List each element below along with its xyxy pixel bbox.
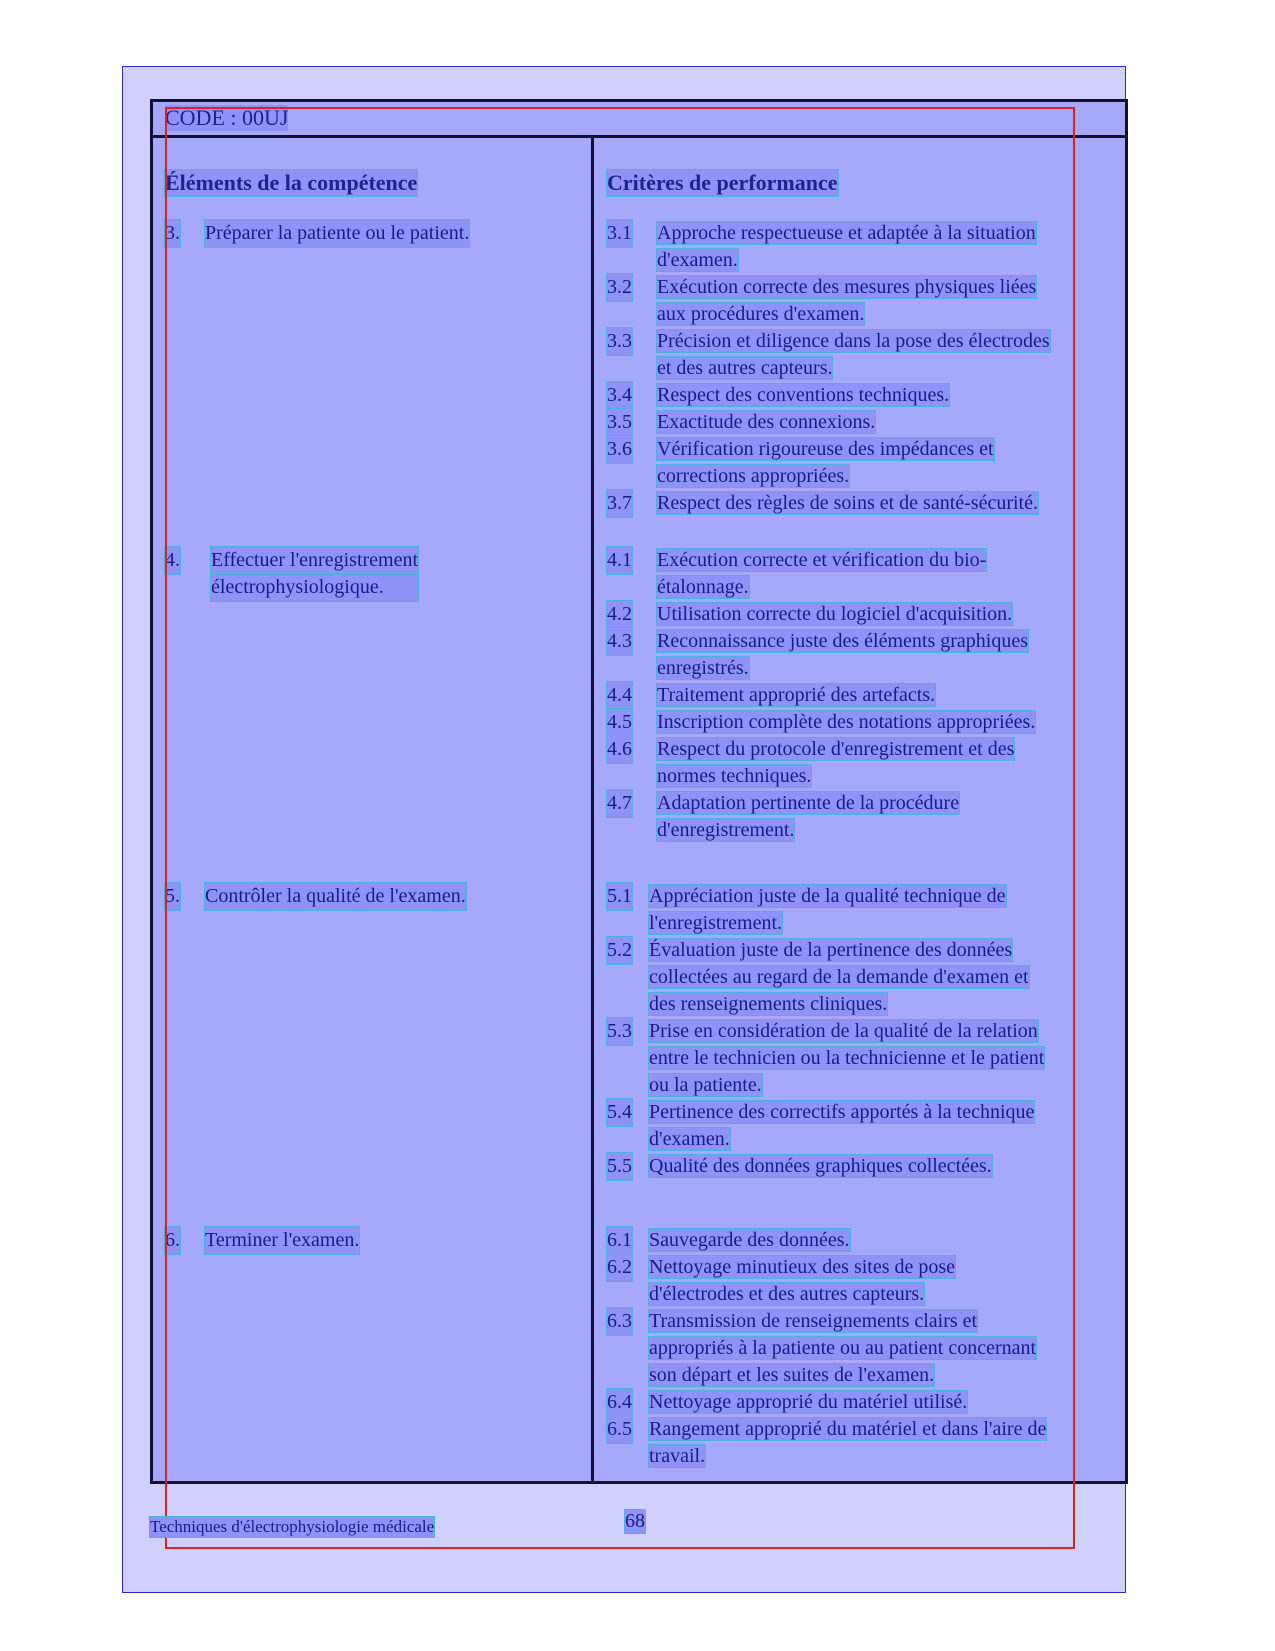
criterion-number: 3.6 (607, 436, 632, 463)
criterion-text: Nettoyage approprié du matériel utilisé. (649, 1391, 968, 1413)
criterion-text: appropriés à la patiente ou au patient concernant (649, 1337, 1037, 1359)
criterion-number: 5.4 (607, 1099, 632, 1126)
criterion-number: 6.5 (607, 1416, 632, 1443)
criterion-text: Inscription complète des notations appropriées. (657, 711, 1036, 733)
criterion-text: Respect des conventions techniques. (657, 384, 950, 406)
criterion-number: 5.5 (607, 1153, 632, 1180)
criterion-number: 5.3 (607, 1018, 632, 1045)
criterion-text: Rangement approprié du matériel et dans l'aire de (649, 1418, 1047, 1440)
criterion-text: enregistrés. (657, 657, 749, 679)
criterion-number: 3.4 (607, 382, 632, 409)
criterion-text: d'enregistrement. (657, 819, 795, 841)
criterion-number: 6.2 (607, 1254, 632, 1281)
criterion-number: 3.2 (607, 274, 632, 301)
page-number: 68 (625, 1510, 645, 1532)
element-number: 6. (165, 1227, 180, 1254)
criterion-text: normes techniques. (657, 765, 812, 787)
criterion-text: et des autres capteurs. (657, 357, 833, 379)
criterion-text: Précision et diligence dans la pose des électrodes (657, 330, 1050, 352)
criterion-text: Prise en considération de la qualité de la relation (649, 1020, 1038, 1042)
criterion-number: 4.5 (607, 709, 632, 736)
criterion-text: aux procédures d'examen. (657, 303, 865, 325)
criterion-text: son départ et les suites de l'examen. (649, 1364, 935, 1386)
element-number: 3. (165, 220, 180, 247)
criterion-text: Exactitude des connexions. (657, 411, 876, 433)
criterion-text: Nettoyage minutieux des sites de pose (649, 1256, 956, 1278)
element-text: Effectuer l'enregistrement (211, 547, 418, 574)
criterion-text: d'examen. (649, 1128, 730, 1150)
criterion-text: étalonnage. (657, 576, 749, 598)
criterion-number: 3.5 (607, 409, 632, 436)
criterion-number: 4.2 (607, 601, 632, 628)
heading-elements: Éléments de la compétence (165, 170, 418, 195)
criterion-text: collectées au regard de la demande d'examen et (649, 966, 1029, 988)
competency-code: CODE : 00UJ (165, 105, 289, 130)
footer-title: Techniques d'électrophysiologie médicale (150, 1517, 435, 1536)
criterion-text: ou la patiente. (649, 1074, 762, 1096)
criterion-text: entre le technicien ou la technicienne et le patient (649, 1047, 1045, 1069)
criterion-text: Évaluation juste de la pertinence des données (649, 939, 1013, 961)
criterion-text: l'enregistrement. (649, 912, 782, 934)
criterion-text: Adaptation pertinente de la procédure (657, 792, 960, 814)
element-text: Contrôler la qualité de l'examen. (205, 883, 466, 910)
criterion-text: corrections appropriées. (657, 465, 850, 487)
heading-criteria: Critères de performance (607, 170, 838, 195)
criterion-text: Reconnaissance juste des éléments graphiques (657, 630, 1028, 652)
criterion-text: d'électrodes et des autres capteurs. (649, 1283, 925, 1305)
criterion-number: 3.1 (607, 220, 632, 247)
criterion-number: 6.3 (607, 1308, 632, 1335)
element-number: 5. (165, 883, 180, 910)
criterion-text: Exécution correcte et vérification du bio- (657, 549, 987, 571)
element-text: Terminer l'examen. (205, 1227, 359, 1254)
criterion-text: Appréciation juste de la qualité technique de (649, 885, 1006, 907)
element-text: électrophysiologique. (211, 574, 418, 601)
criterion-number: 3.7 (607, 490, 632, 517)
criterion-text: Pertinence des correctifs apportés à la technique (649, 1101, 1035, 1123)
criterion-text: Sauvegarde des données. (649, 1229, 850, 1251)
criterion-number: 4.1 (607, 547, 632, 574)
criterion-text: Vérification rigoureuse des impédances et (657, 438, 994, 460)
criterion-number: 6.4 (607, 1389, 632, 1416)
criterion-number: 5.2 (607, 937, 632, 964)
criterion-number: 6.1 (607, 1227, 632, 1254)
criterion-text: d'examen. (657, 249, 738, 271)
criterion-text: travail. (649, 1445, 706, 1467)
criterion-number: 4.6 (607, 736, 632, 763)
criterion-number: 5.1 (607, 883, 632, 910)
column-divider (591, 138, 594, 1481)
criterion-number: 4.3 (607, 628, 632, 655)
element-number: 4. (165, 547, 180, 574)
criterion-text: Exécution correcte des mesures physiques liées (657, 276, 1037, 298)
code-row (153, 102, 1125, 138)
criterion-text: Traitement approprié des artefacts. (657, 684, 936, 706)
criterion-text: Approche respectueuse et adaptée à la situation (657, 222, 1036, 244)
criterion-text: Respect du protocole d'enregistrement et des (657, 738, 1015, 760)
criterion-number: 3.3 (607, 328, 632, 355)
criterion-text: des renseignements cliniques. (649, 993, 888, 1015)
criterion-text: Transmission de renseignements clairs et (649, 1310, 978, 1332)
criterion-number: 4.4 (607, 682, 632, 709)
element-text: Préparer la patiente ou le patient. (205, 220, 469, 247)
criterion-text: Qualité des données graphiques collectées. (649, 1155, 992, 1177)
criterion-text: Respect des règles de soins et de santé-sécurité. (657, 492, 1038, 514)
criterion-text: Utilisation correcte du logiciel d'acquisition. (657, 603, 1013, 625)
criterion-number: 4.7 (607, 790, 632, 817)
